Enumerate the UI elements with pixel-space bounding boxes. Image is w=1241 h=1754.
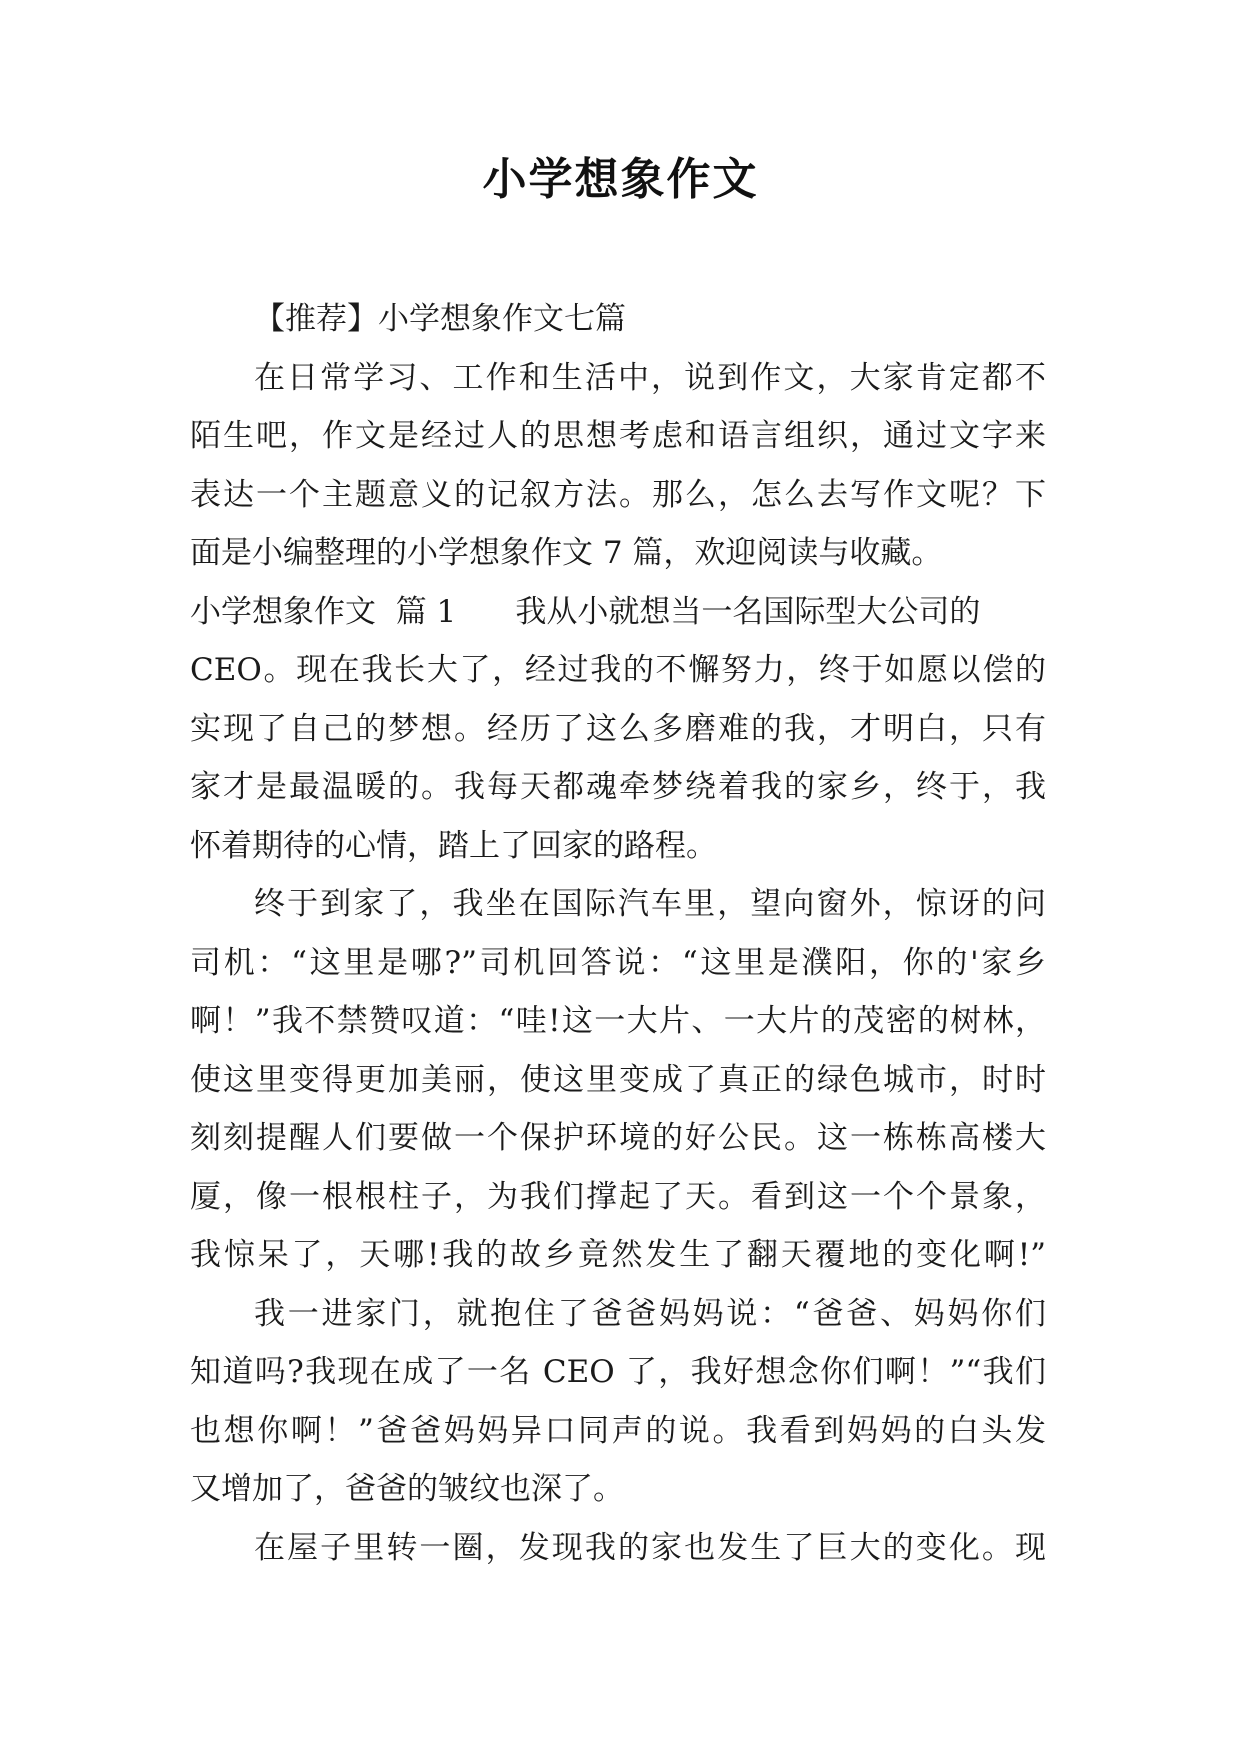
text-line: 使这里变得更加美丽，使这里变成了真正的绿色城市，时时: [190, 1061, 1046, 1098]
text-line: 啊！”我不禁赞叹道：“哇!这一大片、一大片的茂密的树林，: [190, 1003, 1046, 1039]
text-line: 表达一个主题意义的记叙方法。那么，怎么去写作文呢？下: [190, 476, 1046, 513]
document-title: 小学想象作文: [482, 154, 759, 205]
text-line: 我一进家门，就抱住了爸爸妈妈说：“爸爸、妈妈你们: [254, 1295, 1046, 1332]
text-line: 厦，像一根根柱子，为我们撑起了天。看到这一个个景象，: [190, 1178, 1046, 1215]
subtitle-line: 【推荐】小学想象作文七篇: [254, 301, 626, 337]
document-body: [190, 290, 1046, 1577]
text-line: 面是小编整理的小学想象作文 7 篇，欢迎阅读与收藏。: [190, 535, 943, 571]
text-line: 司机：“这里是哪?”司机回答说：“这里是濮阳，你的'家乡: [190, 944, 1046, 981]
text-line: 终于到家了，我坐在国际汽车里，望向窗外，惊讶的问: [254, 886, 1046, 922]
text-line: 我惊呆了，天哪!我的故乡竟然发生了翻天覆地的变化啊!”: [190, 1237, 1046, 1273]
text-line: 又增加了，爸爸的皱纹也深了。: [190, 1471, 624, 1507]
text-line: 实现了自己的梦想。经历了这么多磨难的我，才明白，只有: [190, 710, 1046, 747]
text-line: 也想你啊！”爸爸妈妈异口同声的说。我看到妈妈的白头发: [190, 1412, 1046, 1449]
text-line: 在屋子里转一圈，发现我的家也发生了巨大的变化。现: [254, 1529, 1046, 1566]
text-line: CEO。现在我长大了，经过我的不懈努力，终于如愿以偿的: [190, 652, 1046, 688]
text-line: 在日常学习、工作和生活中，说到作文，大家肯定都不: [254, 359, 1046, 396]
text-line: 陌生吧，作文是经过人的思想考虑和语言组织，通过文字来: [190, 418, 1046, 454]
text-line: 知道吗?我现在成了一名 CEO 了，我好想念你们啊！”“我们: [190, 1354, 1046, 1390]
essay-heading-line: 小学想象作文 篇 1 我从小就想当一名国际型大公司的: [190, 593, 981, 630]
text-line: 刻刻提醒人们要做一个保护环境的好公民。这一栋栋高楼大: [190, 1120, 1046, 1156]
text-line: 怀着期待的心情，踏上了回家的路程。: [190, 827, 717, 864]
text-line: 家才是最温暖的。我每天都魂牵梦绕着我的家乡，终于，我: [190, 769, 1046, 805]
